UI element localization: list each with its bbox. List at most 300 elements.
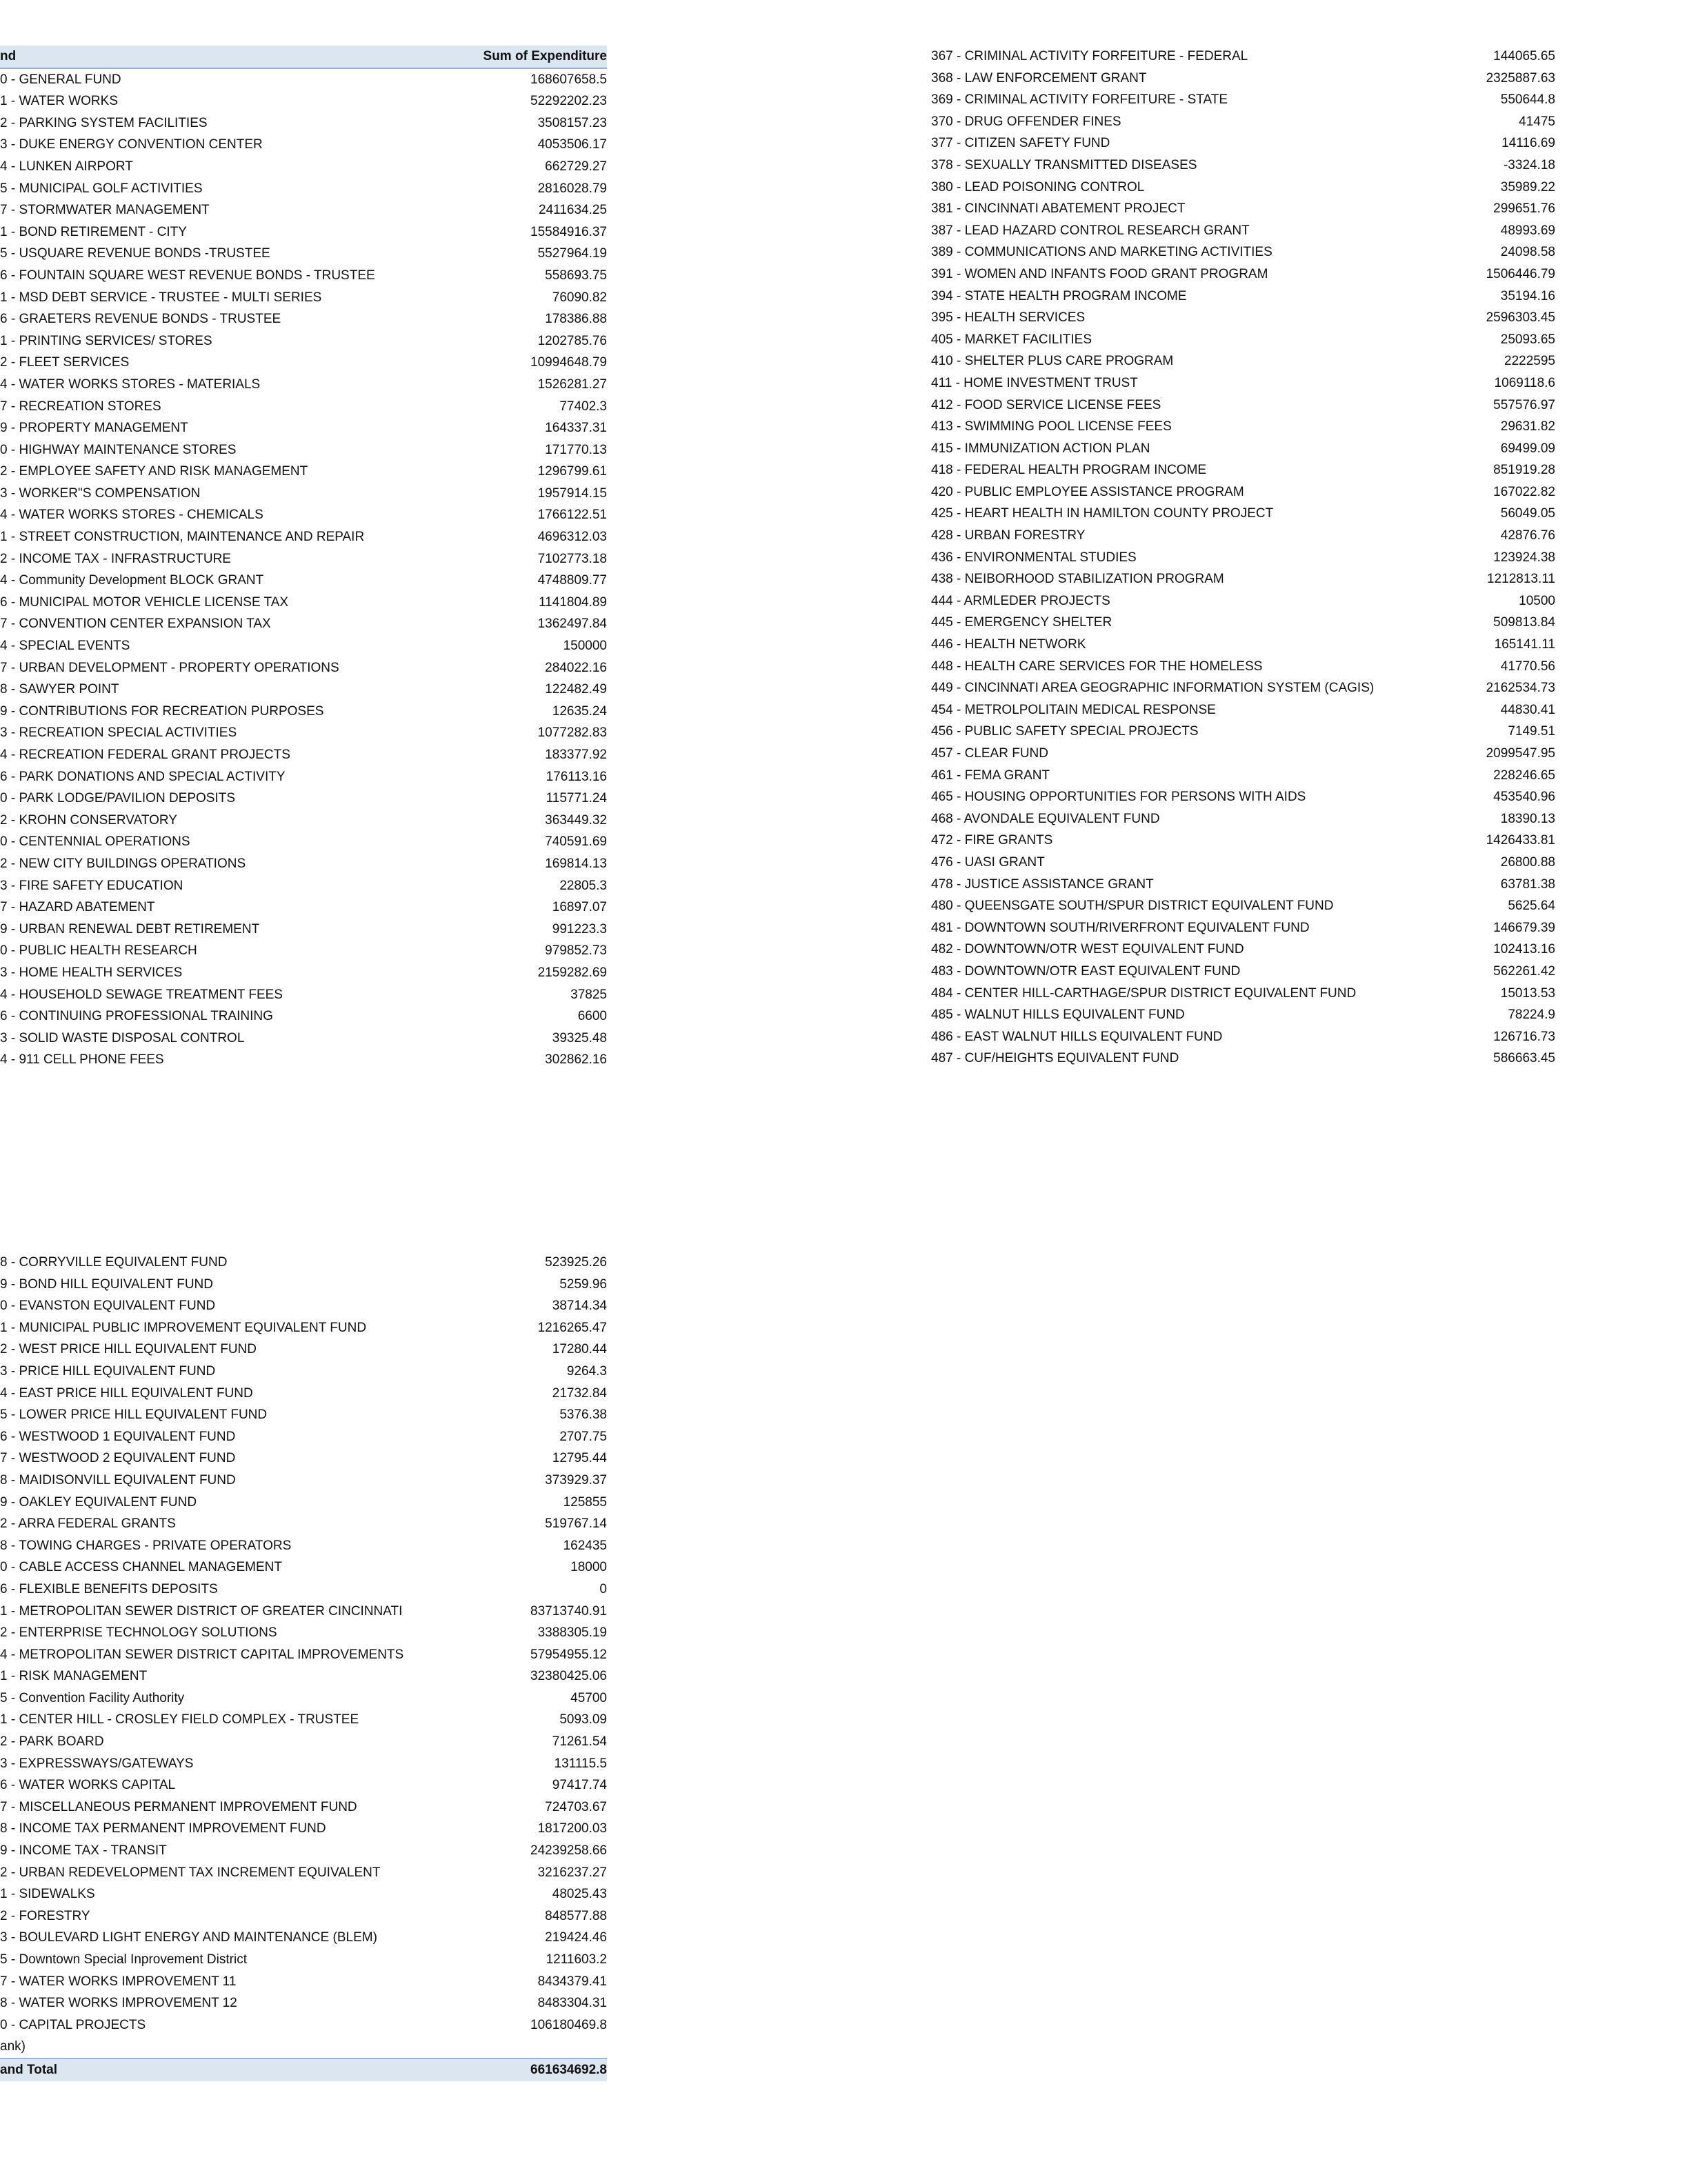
expenditure-cell: 851919.28 xyxy=(1493,463,1555,478)
expenditure-cell: 32380425.06 xyxy=(530,1669,607,1684)
fund-name-cell: 449 - CINCINNATI AREA GEOGRAPHIC INFORMATION SYSTEM (CAGIS) xyxy=(931,681,1375,696)
fund-name-cell: 2 - EMPLOYEE SAFETY AND RISK MANAGEMENT xyxy=(0,464,308,479)
table-row xyxy=(0,461,607,483)
fund-name-cell: 1 - BOND RETIREMENT - CITY xyxy=(0,224,187,239)
table-row xyxy=(0,243,607,265)
table-row xyxy=(0,1687,607,1710)
table-row xyxy=(0,1317,607,1339)
expenditure-cell: 10500 xyxy=(1519,593,1555,608)
expenditure-cell: 29631.82 xyxy=(1500,419,1555,434)
table-row xyxy=(0,308,607,330)
fund-name-cell: 0 - HIGHWAY MAINTENANCE STORES xyxy=(0,442,237,457)
fund-name-cell: 412 - FOOD SERVICE LICENSE FEES xyxy=(931,397,1161,412)
table-row xyxy=(931,525,1555,547)
expenditure-cell: 1766122.51 xyxy=(537,508,607,523)
expenditure-cell: 373929.37 xyxy=(545,1472,607,1487)
table-row xyxy=(931,46,1555,68)
expenditure-cell: 519767.14 xyxy=(545,1516,607,1532)
expenditure-cell: 52292202.23 xyxy=(530,94,607,109)
expenditure-cell: 71261.54 xyxy=(552,1734,607,1750)
table-row xyxy=(931,983,1555,1005)
expenditure-cell: 2159282.69 xyxy=(537,965,607,980)
expenditure-cell: 1211603.2 xyxy=(546,1952,607,1967)
sum-column-header[interactable]: Sum of Expenditure xyxy=(483,49,607,63)
expenditure-cell: 2099547.95 xyxy=(1486,746,1555,761)
table-row xyxy=(931,917,1555,939)
expenditure-cell: 848577.88 xyxy=(545,1908,607,1923)
expenditure-cell: 35989.22 xyxy=(1500,179,1555,194)
fund-name-cell: 418 - FEDERAL HEALTH PROGRAM INCOME xyxy=(931,463,1207,478)
fund-name-cell: 7 - RECREATION STORES xyxy=(0,399,161,414)
expenditure-cell: 2596303.45 xyxy=(1486,310,1555,325)
fund-name-cell: 4 - WATER WORKS STORES - MATERIALS xyxy=(0,377,261,392)
expenditure-cell: 126716.73 xyxy=(1493,1029,1555,1044)
fund-name-cell: 5 - Convention Facility Authority xyxy=(0,1690,185,1705)
expenditure-cell: 171770.13 xyxy=(545,442,607,457)
fund-name-cell: 487 - CUF/HEIGHTS EQUIVALENT FUND xyxy=(931,1051,1179,1066)
fund-name-cell: 380 - LEAD POISONING CONTROL xyxy=(931,179,1145,194)
fund-name-cell: 9 - URBAN RENEWAL DEBT RETIREMENT xyxy=(0,921,260,936)
table-row xyxy=(0,548,607,570)
fund-name-cell: ank) xyxy=(0,2039,26,2054)
table-row xyxy=(931,350,1555,372)
table-row xyxy=(0,1862,607,1884)
fund-name-cell: 5 - MUNICIPAL GOLF ACTIVITIES xyxy=(0,181,203,196)
table-row xyxy=(0,1049,607,1071)
expenditure-cell: 169814.13 xyxy=(545,856,607,871)
fund-name-cell: 481 - DOWNTOWN SOUTH/RIVERFRONT EQUIVALENT FUND xyxy=(931,920,1310,935)
table-row xyxy=(931,612,1555,634)
fund-name-cell: 483 - DOWNTOWN/OTR EAST EQUIVALENT FUND xyxy=(931,963,1241,979)
fund-name-cell: 1 - MSD DEBT SERVICE - TRUSTEE - MULTI SERIES xyxy=(0,290,322,305)
expenditure-cell: 9264.3 xyxy=(566,1363,607,1379)
expenditure-cell: 558693.75 xyxy=(545,268,607,283)
expenditure-cell: 176113.16 xyxy=(546,769,607,784)
expenditure-cell: 24239258.66 xyxy=(530,1843,607,1859)
table-row xyxy=(0,1927,607,1949)
expenditure-cell: 4696312.03 xyxy=(537,530,607,545)
table-row xyxy=(0,1579,607,1601)
fund-name-cell: 461 - FEMA GRANT xyxy=(931,768,1050,783)
expenditure-cell: 45700 xyxy=(570,1690,607,1705)
table-row xyxy=(0,90,607,112)
expenditure-cell: 1212813.11 xyxy=(1487,572,1555,587)
table-row xyxy=(931,154,1555,177)
fund-name-cell: 8 - MAIDISONVILL EQUIVALENT FUND xyxy=(0,1472,236,1487)
expenditure-cell: 18000 xyxy=(570,1560,607,1575)
table-row xyxy=(0,1601,607,1623)
expenditure-cell: 35194.16 xyxy=(1500,288,1555,303)
fund-name-cell: 3 - DUKE ENERGY CONVENTION CENTER xyxy=(0,137,263,152)
table-row xyxy=(0,1295,607,1317)
table-row xyxy=(931,677,1555,699)
table-row xyxy=(931,503,1555,525)
expenditure-cell: 1362497.84 xyxy=(537,617,607,632)
table-row xyxy=(931,459,1555,481)
fund-name-cell: 484 - CENTER HILL-CARTHAGE/SPUR DISTRICT EQUIVALENT FUND xyxy=(931,985,1357,1001)
fund-name-cell: 367 - CRIMINAL ACTIVITY FORFEITURE - FEDERAL xyxy=(931,49,1248,63)
fund-name-cell: 485 - WALNUT HILLS EQUIVALENT FUND xyxy=(931,1008,1185,1023)
table-row xyxy=(931,438,1555,460)
expenditure-cell: 15584916.37 xyxy=(530,224,607,239)
table-row xyxy=(0,788,607,810)
fund-name-cell: 0 - PARK LODGE/PAVILION DEPOSITS xyxy=(0,791,236,806)
table-row xyxy=(0,940,607,962)
table-row xyxy=(0,483,607,505)
expenditure-cell: 168607658.5 xyxy=(530,72,607,87)
fund-name-cell: 389 - COMMUNICATIONS AND MARKETING ACTIVITIES xyxy=(931,245,1272,260)
table-row xyxy=(0,1492,607,1514)
expenditure-cell: 3388305.19 xyxy=(537,1625,607,1641)
expenditure-cell: 41475 xyxy=(1519,114,1555,129)
fund-name-cell: 4 - HOUSEHOLD SEWAGE TREATMENT FEES xyxy=(0,987,283,1002)
fund-name-cell: 5 - LOWER PRICE HILL EQUIVALENT FUND xyxy=(0,1407,268,1423)
expenditure-cell: 8434379.41 xyxy=(537,1974,607,1989)
fund-name-cell: 7 - MISCELLANEOUS PERMANENT IMPROVEMENT FUND xyxy=(0,1799,357,1814)
fund-name-cell: 6 - GRAETERS REVENUE BONDS - TRUSTEE xyxy=(0,312,281,327)
expenditure-cell: 78224.9 xyxy=(1508,1008,1555,1023)
table-row xyxy=(0,352,607,374)
table-row xyxy=(931,1026,1555,1048)
table-row xyxy=(0,570,607,592)
expenditure-cell: 453540.96 xyxy=(1493,790,1555,805)
fund-name-cell: 1 - RISK MANAGEMENT xyxy=(0,1669,148,1684)
fund-name-cell: 387 - LEAD HAZARD CONTROL RESEARCH GRANT xyxy=(931,223,1250,238)
table-row xyxy=(0,701,607,723)
fund-column-header[interactable]: nd xyxy=(0,49,17,63)
expenditure-cell: 22805.3 xyxy=(559,878,607,893)
expenditure-table-right xyxy=(931,46,1555,1070)
fund-name-cell: 2 - KROHN CONSERVATORY xyxy=(0,812,177,828)
table-row xyxy=(931,89,1555,111)
expenditure-cell: 26800.88 xyxy=(1500,854,1555,870)
expenditure-cell: 77402.3 xyxy=(559,399,607,414)
expenditure-cell: 178386.88 xyxy=(545,312,607,327)
expenditure-cell: 302862.16 xyxy=(545,1052,607,1068)
fund-name-cell: 1 - STREET CONSTRUCTION, MAINTENANCE AND REPAIR xyxy=(0,530,365,545)
fund-name-cell: 428 - URBAN FORESTRY xyxy=(931,528,1086,543)
expenditure-cell: 183377.92 xyxy=(545,748,607,762)
fund-name-cell: 3 - FIRE SAFETY EDUCATION xyxy=(0,878,183,893)
table-row xyxy=(0,526,607,548)
table-row xyxy=(931,656,1555,678)
expenditure-cell: 38714.34 xyxy=(552,1299,607,1314)
expenditure-cell: 12635.24 xyxy=(552,703,607,719)
table-row xyxy=(0,722,607,744)
fund-name-cell: 368 - LAW ENFORCEMENT GRANT xyxy=(931,70,1147,86)
fund-name-cell: 5 - USQUARE REVENUE BONDS -TRUSTEE xyxy=(0,246,270,261)
expenditure-cell: 167022.82 xyxy=(1493,484,1555,499)
expenditure-cell: 15013.53 xyxy=(1500,985,1555,1001)
fund-name-cell: 3 - BOULEVARD LIGHT ENERGY AND MAINTENANCE (BLEM) xyxy=(0,1930,377,1945)
table-row xyxy=(931,177,1555,199)
fund-name-cell: 0 - CABLE ACCESS CHANNEL MANAGEMENT xyxy=(0,1560,282,1575)
expenditure-cell: 25093.65 xyxy=(1500,332,1555,347)
fund-name-cell: 0 - PUBLIC HEALTH RESEARCH xyxy=(0,943,197,959)
table-row xyxy=(0,1535,607,1557)
table-row xyxy=(0,134,607,156)
fund-name-cell: 2 - NEW CITY BUILDINGS OPERATIONS xyxy=(0,856,246,871)
fund-name-cell: 6 - WATER WORKS CAPITAL xyxy=(0,1778,176,1793)
table-row xyxy=(0,156,607,178)
fund-name-cell: 9 - PROPERTY MANAGEMENT xyxy=(0,421,188,436)
fund-name-cell: 7 - WESTWOOD 2 EQUIVALENT FUND xyxy=(0,1451,236,1466)
expenditure-cell: 6600 xyxy=(577,1009,607,1024)
expenditure-cell: 115771.24 xyxy=(546,791,607,806)
fund-name-cell: 6 - FLEXIBLE BENEFITS DEPOSITS xyxy=(0,1581,218,1596)
fund-name-cell: 457 - CLEAR FUND xyxy=(931,746,1048,761)
fund-name-cell: 478 - JUSTICE ASSISTANCE GRANT xyxy=(931,876,1154,892)
expenditure-cell: 1141804.89 xyxy=(539,594,607,610)
fund-name-cell: 9 - CONTRIBUTIONS FOR RECREATION PURPOSES xyxy=(0,703,324,719)
table-row xyxy=(931,590,1555,612)
table-row xyxy=(0,1005,607,1028)
expenditure-cell: 4053506.17 xyxy=(537,137,607,152)
table-row xyxy=(931,634,1555,656)
expenditure-cell: 7149.51 xyxy=(1508,724,1555,739)
expenditure-cell: 2411634.25 xyxy=(539,203,607,218)
expenditure-cell: 2325887.63 xyxy=(1486,70,1555,86)
fund-name-cell: 2 - WEST PRICE HILL EQUIVALENT FUND xyxy=(0,1342,257,1357)
expenditure-cell: 740591.69 xyxy=(545,834,607,850)
table-row xyxy=(0,1992,607,2014)
fund-name-cell: 410 - SHELTER PLUS CARE PROGRAM xyxy=(931,354,1174,369)
fund-name-cell: 8 - TOWING CHARGES - PRIVATE OPERATORS xyxy=(0,1538,292,1553)
expenditure-cell: 150000 xyxy=(563,639,607,654)
table-row xyxy=(931,329,1555,351)
expenditure-cell: 41770.56 xyxy=(1500,659,1555,674)
fund-name-cell: 2 - INCOME TAX - INFRASTRUCTURE xyxy=(0,551,231,566)
table-row xyxy=(931,307,1555,329)
fund-name-cell: 454 - METROLPOLITAIN MEDICAL RESPONSE xyxy=(931,702,1216,717)
expenditure-cell: 979852.73 xyxy=(545,943,607,959)
expenditure-cell: 1426433.81 xyxy=(1486,833,1555,848)
fund-name-cell: 480 - QUEENSGATE SOUTH/SPUR DISTRICT EQUIVALENT FUND xyxy=(931,899,1334,914)
fund-name-cell: 8 - SAWYER POINT xyxy=(0,682,119,697)
expenditure-cell: 2707.75 xyxy=(559,1429,607,1444)
expenditure-cell: 97417.74 xyxy=(552,1778,607,1793)
table-row xyxy=(0,1426,607,1448)
table-row xyxy=(0,1339,607,1361)
expenditure-cell: 76090.82 xyxy=(552,290,607,305)
table-row xyxy=(0,439,607,461)
table-row xyxy=(0,417,607,439)
expenditure-cell: 5376.38 xyxy=(559,1407,607,1423)
table-row xyxy=(0,504,607,526)
expenditure-cell: 12795.44 xyxy=(552,1451,607,1466)
expenditure-cell: 1957914.15 xyxy=(537,485,607,501)
expenditure-cell: 10994648.79 xyxy=(530,355,607,370)
expenditure-cell: 56049.05 xyxy=(1500,506,1555,521)
expenditure-table-bottom xyxy=(0,1252,607,2081)
expenditure-cell: 16897.07 xyxy=(552,900,607,915)
expenditure-cell: 39325.48 xyxy=(552,1030,607,1045)
expenditure-cell: 14116.69 xyxy=(1501,136,1555,151)
fund-name-cell: 8 - INCOME TAX PERMANENT IMPROVEMENT FUND xyxy=(0,1821,326,1836)
fund-name-cell: 468 - AVONDALE EQUIVALENT FUND xyxy=(931,811,1160,826)
table-row xyxy=(0,896,607,919)
expenditure-cell: 21732.84 xyxy=(552,1385,607,1401)
table-row xyxy=(931,743,1555,765)
expenditure-cell: 3508157.23 xyxy=(537,115,607,130)
fund-name-cell: 7 - HAZARD ABATEMENT xyxy=(0,900,155,915)
expenditure-cell: 1817200.03 xyxy=(537,1821,607,1836)
expenditure-table-left xyxy=(0,46,607,1071)
table-row xyxy=(0,831,607,853)
fund-name-cell: 415 - IMMUNIZATION ACTION PLAN xyxy=(931,441,1150,456)
table-row xyxy=(0,1361,607,1383)
fund-name-cell: 4 - SPECIAL EVENTS xyxy=(0,639,130,654)
table-row xyxy=(0,635,607,657)
expenditure-cell: 24098.58 xyxy=(1500,245,1555,260)
fund-name-cell: 1 - MUNICIPAL PUBLIC IMPROVEMENT EQUIVALENT FUND xyxy=(0,1320,367,1335)
fund-name-cell: 4 - Community Development BLOCK GRANT xyxy=(0,573,264,588)
expenditure-cell: 219424.46 xyxy=(545,1930,607,1945)
table-row xyxy=(0,1774,607,1796)
table-row xyxy=(0,679,607,701)
fund-name-cell: 391 - WOMEN AND INFANTS FOOD GRANT PROGRAM xyxy=(931,266,1268,281)
fund-name-cell: 4 - RECREATION FEDERAL GRANT PROJECTS xyxy=(0,748,290,762)
table-row xyxy=(931,111,1555,133)
fund-name-cell: 4 - LUNKEN AIRPORT xyxy=(0,159,133,174)
fund-name-cell: 4 - WATER WORKS STORES - CHEMICALS xyxy=(0,508,263,523)
expenditure-cell: 131115.5 xyxy=(554,1756,607,1771)
table-row xyxy=(0,1949,607,1971)
table-row xyxy=(931,895,1555,917)
table-row xyxy=(931,721,1555,743)
fund-name-cell: 6 - PARK DONATIONS AND SPECIAL ACTIVITY xyxy=(0,769,286,784)
table-row xyxy=(0,374,607,396)
table-row xyxy=(931,220,1555,242)
fund-name-cell: 465 - HOUSING OPPORTUNITIES FOR PERSONS WITH AIDS xyxy=(931,790,1306,805)
table-row xyxy=(931,830,1555,852)
fund-name-cell: 6 - MUNICIPAL MOTOR VEHICLE LICENSE TAX xyxy=(0,594,289,610)
expenditure-cell: 662729.27 xyxy=(545,159,607,174)
expenditure-cell: 63781.38 xyxy=(1500,876,1555,892)
table-row xyxy=(931,198,1555,220)
expenditure-cell: 83713740.91 xyxy=(530,1603,607,1619)
expenditure-cell: 48993.69 xyxy=(1500,223,1555,238)
fund-name-cell: 411 - HOME INVESTMENT TRUST xyxy=(931,375,1138,390)
table-row xyxy=(0,613,607,635)
table-row xyxy=(0,1818,607,1840)
table-row xyxy=(931,786,1555,808)
fund-name-cell: 1 - PRINTING SERVICES/ STORES xyxy=(0,333,212,348)
fund-name-cell: 405 - MARKET FACILITIES xyxy=(931,332,1092,347)
fund-name-cell: 0 - CENTENNIAL OPERATIONS xyxy=(0,834,190,850)
table-row xyxy=(0,1905,607,1927)
fund-name-cell: 4 - 911 CELL PHONE FEES xyxy=(0,1052,164,1068)
expenditure-cell: 106180469.8 xyxy=(530,2017,607,2032)
expenditure-cell: 102413.16 xyxy=(1493,942,1555,957)
expenditure-cell: 228246.65 xyxy=(1493,768,1555,783)
fund-name-cell: 7 - WATER WORKS IMPROVEMENT 11 xyxy=(0,1974,237,1989)
fund-name-cell: 420 - PUBLIC EMPLOYEE ASSISTANCE PROGRAM xyxy=(931,484,1244,499)
table-row xyxy=(931,372,1555,394)
table-row xyxy=(931,765,1555,787)
table-row xyxy=(0,330,607,352)
fund-name-cell: 436 - ENVIRONMENTAL STUDIES xyxy=(931,550,1137,565)
table-row xyxy=(931,874,1555,896)
expenditure-cell: 42876.76 xyxy=(1500,528,1555,543)
table-row xyxy=(0,112,607,134)
fund-name-cell: 381 - CINCINNATI ABATEMENT PROJECT xyxy=(931,201,1186,217)
table-row xyxy=(931,547,1555,569)
table-row xyxy=(0,1274,607,1296)
expenditure-cell: 162435 xyxy=(563,1538,607,1553)
fund-name-cell: 1 - SIDEWALKS xyxy=(0,1887,95,1902)
fund-name-cell: 1 - WATER WORKS xyxy=(0,94,118,109)
fund-name-cell: 0 - GENERAL FUND xyxy=(0,72,121,87)
table-row xyxy=(0,221,607,243)
fund-name-cell: 425 - HEART HEALTH IN HAMILTON COUNTY PROJECT xyxy=(931,506,1274,521)
fund-name-cell: 394 - STATE HEALTH PROGRAM INCOME xyxy=(931,288,1187,303)
fund-name-cell: 370 - DRUG OFFENDER FINES xyxy=(931,114,1121,129)
fund-name-cell: 413 - SWIMMING POOL LICENSE FEES xyxy=(931,419,1172,434)
fund-name-cell: 9 - OAKLEY EQUIVALENT FUND xyxy=(0,1494,197,1510)
table-row xyxy=(931,939,1555,961)
table-row xyxy=(931,852,1555,874)
table-row xyxy=(0,810,607,832)
fund-name-cell: 3 - SOLID WASTE DISPOSAL CONTROL xyxy=(0,1030,245,1045)
fund-name-cell: 8 - CORRYVILLE EQUIVALENT FUND xyxy=(0,1255,228,1270)
expenditure-cell: 5625.64 xyxy=(1508,899,1555,914)
expenditure-cell: 44830.41 xyxy=(1500,702,1555,717)
table-row xyxy=(931,285,1555,308)
fund-name-cell: 2 - PARK BOARD xyxy=(0,1734,104,1750)
expenditure-cell: 5527964.19 xyxy=(537,246,607,261)
grand-total-row xyxy=(0,2058,607,2081)
fund-name-cell: 1 - CENTER HILL - CROSLEY FIELD COMPLEX - TRUSTEE xyxy=(0,1712,359,1727)
expenditure-cell: 57954955.12 xyxy=(530,1647,607,1662)
fund-name-cell: 4 - METROPOLITAN SEWER DISTRICT CAPITAL IMPROVEMENTS xyxy=(0,1647,404,1662)
table-row xyxy=(0,1731,607,1753)
fund-name-cell: 369 - CRIMINAL ACTIVITY FORFEITURE - STATE xyxy=(931,92,1228,108)
expenditure-cell: 144065.65 xyxy=(1493,49,1555,63)
expenditure-cell: 1506446.79 xyxy=(1486,266,1555,281)
fund-name-cell: 9 - BOND HILL EQUIVALENT FUND xyxy=(0,1276,213,1292)
table-row xyxy=(0,1665,607,1687)
header-row xyxy=(0,46,607,69)
expenditure-cell: 4748809.77 xyxy=(537,573,607,588)
table-row xyxy=(0,1447,607,1470)
expenditure-cell: 550644.8 xyxy=(1500,92,1555,108)
fund-name-cell: 2 - FLEET SERVICES xyxy=(0,355,130,370)
table-row xyxy=(0,1971,607,1993)
fund-name-cell: 5 - Downtown Special Inprovement District xyxy=(0,1952,247,1967)
expenditure-cell: 523925.26 xyxy=(545,1255,607,1270)
fund-name-cell: 486 - EAST WALNUT HILLS EQUIVALENT FUND xyxy=(931,1029,1223,1044)
table-row xyxy=(0,1404,607,1426)
table-row xyxy=(931,1004,1555,1026)
expenditure-cell: 2222595 xyxy=(1504,354,1555,369)
table-row xyxy=(0,1883,607,1905)
fund-name-cell: 2 - URBAN REDEVELOPMENT TAX INCREMENT EQUIVALENT xyxy=(0,1865,381,1880)
table-row xyxy=(931,808,1555,830)
grand-total-value: 661634692.8 xyxy=(530,2062,607,2077)
table-row xyxy=(931,263,1555,285)
expenditure-cell: 1526281.27 xyxy=(537,377,607,392)
fund-name-cell: 6 - FOUNTAIN SQUARE WEST REVENUE BONDS - TRUSTEE xyxy=(0,268,375,283)
table-row xyxy=(0,1470,607,1492)
fund-name-cell: 2 - ARRA FEDERAL GRANTS xyxy=(0,1516,176,1532)
table-row xyxy=(0,265,607,287)
fund-name-cell: 395 - HEALTH SERVICES xyxy=(931,310,1086,325)
table-row xyxy=(0,1709,607,1731)
fund-name-cell: 3 - HOME HEALTH SERVICES xyxy=(0,965,183,980)
expenditure-cell: 5093.09 xyxy=(559,1712,607,1727)
fund-name-cell: 7 - CONVENTION CENTER EXPANSION TAX xyxy=(0,617,271,632)
